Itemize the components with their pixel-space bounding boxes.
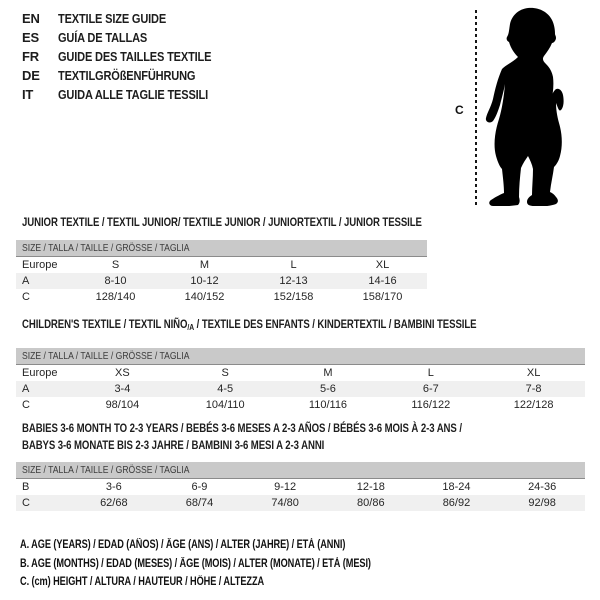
table-cell: 6-9 (191, 481, 208, 493)
table-cell: Europe (22, 367, 58, 379)
babies-table-title (22, 420, 585, 454)
table-cell: B (22, 481, 30, 493)
table-cell: 18-24 (442, 481, 471, 493)
table-cell: C (16, 495, 71, 511)
footnote-c-text: C. (cm) HEIGHT / ALTURA / HAUTEUR / HÖHE / ALTEZZA (20, 576, 265, 588)
language-row-fr (22, 47, 238, 66)
footnote-b (20, 555, 459, 574)
height-measure-line (475, 10, 477, 206)
table-cell: 80/86 (328, 495, 414, 511)
table-cell: 98/104 (105, 399, 140, 411)
table-cell: M (199, 259, 210, 271)
language-row-es (22, 28, 238, 47)
table-cell: 14-16 (338, 273, 427, 289)
europe-size-row (16, 365, 585, 382)
age-years-row (16, 273, 427, 289)
table-cell: S (221, 367, 229, 379)
childrens-table-title (22, 317, 585, 334)
language-label: TEXTILGRÖßENFÜHRUNG (58, 68, 196, 83)
table-cell: 140/152 (184, 291, 225, 303)
age-months-row (16, 479, 585, 496)
table-cell: 122/128 (513, 399, 554, 411)
footnotes (20, 536, 459, 592)
babies-table-title-line1: BABIES 3-6 MONTH TO 2-3 YEARS / BEBÉS 3-6 MESES A 2-3 AÑOS / BÉBÉS 3-6 MOIS À 2-3 ANS / (22, 421, 462, 435)
childrens-textile-section (16, 317, 585, 413)
size-header-label: SIZE / TALLA / TAILLE / GRÖSSE / TAGLIA (22, 350, 190, 362)
table-cell: 62/68 (71, 495, 157, 511)
table-cell: C (22, 399, 30, 411)
size-header-label: SIZE / TALLA / TAILLE / GRÖSSE / TAGLIA (22, 242, 190, 254)
table-cell: S (111, 259, 120, 271)
table-cell: 92/98 (499, 495, 585, 511)
table-cell: 3-4 (71, 381, 174, 397)
language-label: GUÍA DE TALLAS (58, 30, 148, 45)
table-cell: 7-8 (482, 381, 585, 397)
childrens-size-table (16, 348, 585, 413)
size-header-row (16, 462, 585, 479)
language-row-en (22, 9, 238, 28)
table-cell: 24-36 (528, 481, 557, 493)
table-cell: 9-12 (274, 481, 297, 493)
junior-size-table (16, 240, 427, 305)
table-cell: A (16, 381, 71, 397)
table-cell: 68/74 (157, 495, 243, 511)
junior-textile-section (16, 215, 427, 305)
size-header-row (16, 240, 427, 257)
language-code: IT (22, 87, 34, 102)
table-cell: Europe (22, 259, 58, 271)
table-cell: L (427, 367, 434, 379)
europe-size-row (16, 257, 427, 274)
language-code: FR (22, 49, 39, 64)
language-code: DE (22, 68, 40, 83)
table-cell: XL (526, 367, 541, 379)
language-label: GUIDA ALLE TAGLIE TESSILI (58, 87, 209, 102)
table-cell: 10-12 (160, 273, 249, 289)
table-cell: 12-18 (356, 481, 385, 493)
language-code: ES (22, 30, 39, 45)
footnote-b-text: B. AGE (MONTHS) / EDAD (MESES) / ÂGE (MOIS) / ALTER (MONATE) / ETÀ (MESI) (20, 557, 371, 570)
table-cell: 128/140 (95, 291, 136, 303)
height-cm-row (16, 495, 585, 511)
language-label: GUIDE DES TAILLES TEXTILE (58, 49, 212, 64)
size-header-row (16, 348, 585, 365)
language-code: EN (22, 11, 40, 26)
table-cell: 104/110 (205, 399, 245, 411)
table-cell: 12-13 (249, 273, 338, 289)
table-cell: 3-6 (105, 481, 122, 493)
table-cell: 5-6 (277, 381, 380, 397)
babies-table-title-line2: BABYS 3-6 MONATE BIS 2-3 JAHRE / BAMBINI 3-6 MESI A 2-3 ANNI (22, 438, 325, 452)
language-row-it (22, 85, 238, 104)
footnote-c (20, 573, 459, 592)
babies-textile-section (16, 420, 585, 511)
table-cell: 4-5 (174, 381, 277, 397)
footnote-a-text: A. AGE (YEARS) / EDAD (AÑOS) / ÂGE (ANS) / ALTER (JAHRE) / ETÀ (ANNI) (20, 539, 346, 551)
height-cm-row (16, 397, 585, 413)
title-part: CHILDREN'S TEXTILE / TEXTIL NIÑO (22, 317, 188, 331)
table-cell: 86/92 (414, 495, 500, 511)
size-header-label: SIZE / TALLA / TAILLE / GRÖSSE / TAGLIA (22, 464, 190, 476)
table-cell: 110/116 (308, 399, 348, 411)
table-cell: 6-7 (379, 381, 482, 397)
table-cell: 152/158 (273, 291, 314, 303)
language-header (22, 9, 238, 104)
junior-table-title (22, 215, 427, 229)
table-cell: XS (115, 367, 130, 379)
language-row-de (22, 66, 238, 85)
baby-silhouette-icon (482, 6, 582, 206)
table-cell: 74/80 (242, 495, 328, 511)
childrens-table-title-text (22, 317, 476, 334)
junior-table-title-text: JUNIOR TEXTILE / TEXTIL JUNIOR/ TEXTILE JUNIOR / JUNIORTEXTIL / JUNIOR TESSILE (22, 215, 422, 229)
table-cell: 158/170 (362, 291, 403, 303)
table-cell: XL (375, 259, 390, 271)
height-measure-label: C (455, 103, 464, 117)
language-label: TEXTILE SIZE GUIDE (58, 11, 167, 26)
title-part: / TEXTILE DES ENFANTS / KINDERTEXTIL / BAMBINI TESSILE (194, 317, 477, 331)
table-cell: M (323, 367, 333, 379)
height-cm-row (16, 289, 427, 305)
table-cell: 8-10 (71, 273, 160, 289)
table-cell: C (22, 291, 30, 303)
title-part-subscript: /A (187, 322, 195, 332)
table-cell: A (16, 273, 71, 289)
babies-size-table (16, 462, 585, 511)
table-cell: L (290, 259, 297, 271)
age-years-row (16, 381, 585, 397)
footnote-a (20, 536, 459, 555)
table-cell: 116/122 (411, 399, 451, 411)
